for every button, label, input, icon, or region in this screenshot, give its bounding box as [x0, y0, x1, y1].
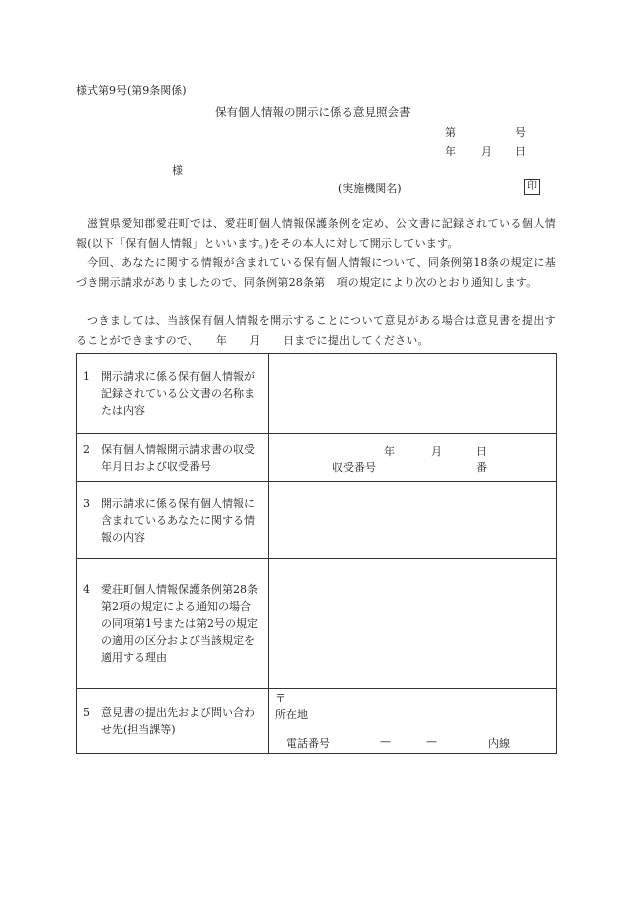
- extension-label: 内線: [488, 737, 510, 750]
- phone-dash-2: —: [426, 735, 437, 748]
- receipt-ban: 番: [476, 461, 487, 474]
- doc-number-go: 号: [515, 126, 526, 139]
- row-number: 3: [83, 496, 90, 510]
- phone-label: 電話番号: [286, 737, 330, 750]
- seal-mark: 印: [524, 179, 540, 195]
- addressee-suffix: 様: [172, 164, 183, 177]
- row-label: 開示請求に係る保有個人情報が記録されている公文書の名称または内容: [101, 370, 255, 417]
- info-table: [76, 353, 557, 754]
- date-day: 日: [515, 145, 526, 158]
- paragraph-intro: 滋賀県愛知郡愛荘町では、愛荘町個人情報保護条例を定め、公文書に記録されている個人情報(以下「保有個人情報」といいます。)をその本人に対して開示しています。: [76, 217, 556, 250]
- receipt-number-label: 収受番号: [332, 461, 376, 474]
- issuer-name: (実施機関名): [338, 182, 402, 195]
- row-label: 開示請求に係る保有個人情報に含まれているあなたに関する情報の内容: [101, 496, 255, 544]
- phone-dash-1: —: [380, 735, 391, 748]
- table-row: [77, 354, 557, 434]
- table-row: [77, 559, 557, 689]
- row-number: 1: [83, 370, 90, 383]
- postal-mark: 〒: [275, 692, 286, 705]
- table-row: [77, 689, 557, 754]
- row-value-empty: [269, 354, 557, 434]
- table-row: [77, 434, 557, 482]
- row-number: 2: [83, 442, 90, 456]
- row-number: 5: [83, 706, 90, 719]
- doc-number-dai: 第: [445, 126, 456, 139]
- date-month: 月: [481, 145, 492, 158]
- paragraph-deadline: つきましては、当該保有個人情報を開示することについて意見がある場合は意見書を提出することができますので、 年 月 日までに提出してください。: [76, 314, 556, 347]
- table-row: [77, 482, 557, 559]
- address-label: 所在地: [275, 708, 308, 721]
- document-title: 保有個人情報の開示に係る意見照会書: [215, 105, 411, 119]
- form-number: 様式第9号(第9条関係): [76, 84, 187, 97]
- receipt-year: 年: [384, 445, 395, 458]
- row-label: 保有個人情報開示請求書の収受年月日および収受番号: [101, 442, 255, 473]
- row-label: 意見書の提出先および問い合わせ先(担当課等): [101, 706, 255, 736]
- row-label: 愛荘町個人情報保護条例第28条第2項の規定による通知の場合の同項第1号または第2号の規定の適用の区分および当該規定を適用する理由: [101, 583, 258, 664]
- row-value-empty: [269, 482, 557, 559]
- row-value-empty: [269, 559, 557, 689]
- date-year: 年: [445, 145, 456, 158]
- receipt-day: 日: [476, 445, 487, 458]
- paragraph-notice: 今回、あなたに関する情報が含まれている保有個人情報について、同条例第18条の規定に基づき開示請求がありましたので、同条例第28条第 項の規定により次のとおり通知します。: [76, 256, 556, 289]
- row-number: 4: [83, 583, 90, 596]
- receipt-month: 月: [431, 445, 442, 458]
